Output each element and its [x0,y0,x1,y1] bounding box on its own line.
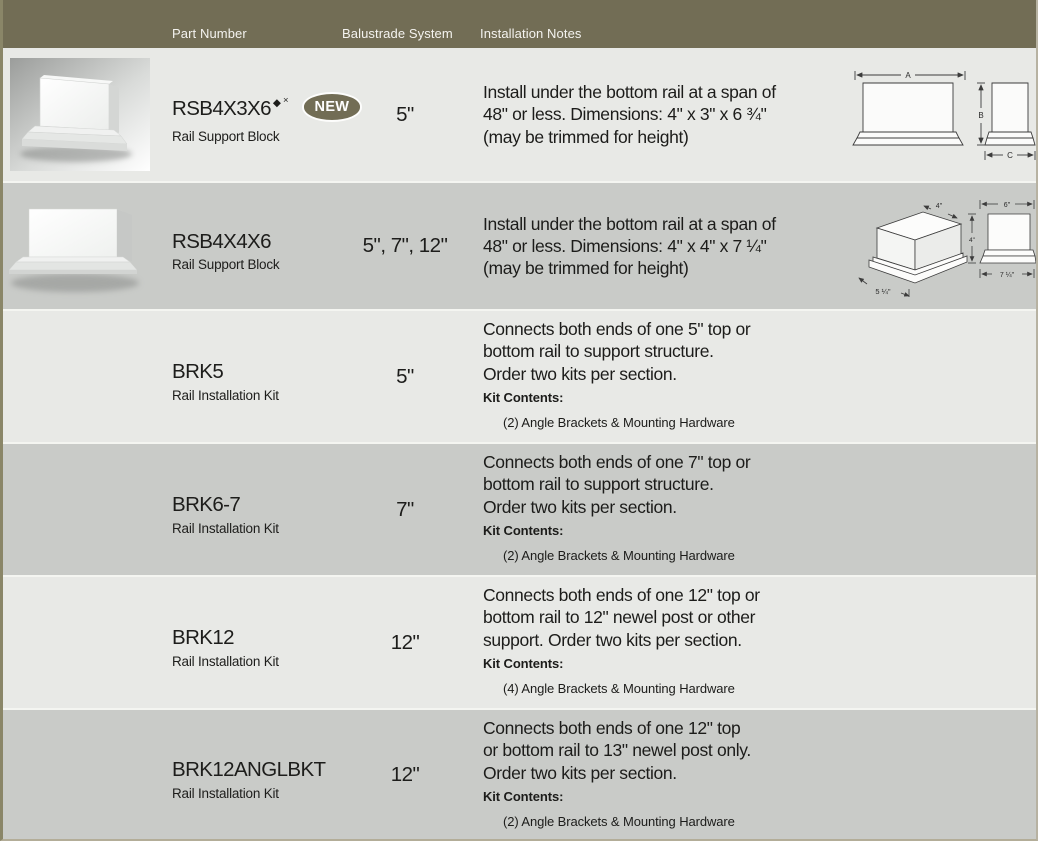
table-row-rsb4x3x6 [3,48,1036,181]
rail-support-block-photo [5,193,160,301]
installation-notes [483,577,847,708]
part-cell [172,311,344,442]
part-cell [172,48,350,181]
balustrade-system-value: 7" [396,497,414,521]
installation-notes [483,444,847,575]
installation-notes [483,710,847,839]
part-description: Rail Installation Kit [172,520,279,536]
balustrade-system-value: 5" [396,102,414,126]
product-photo-rsb4x4x6 [5,193,160,306]
column-header-balustrade-system: Balustrade System [342,26,453,41]
part-number: BRK12ANGLBKT [172,758,326,782]
part-cell [172,183,344,309]
table-row-brk6-7 [3,442,1036,575]
installation-note-line: Order two kits per section. [483,496,677,517]
dim-label-c: C [1007,151,1013,160]
kit-contents-item: (2) Angle Brackets & Mounting Hardware [503,813,735,829]
footnote-diamond-icon: ◆ [272,96,281,109]
balustrade-system-value: 5" [396,364,414,388]
part-description: Rail Support Block [172,128,280,144]
table-row-brk5 [3,309,1036,442]
kit-contents-label: Kit Contents: [483,788,564,804]
dim-label-front-height: 4" [969,236,975,244]
installation-notes [483,48,847,181]
footnote-cross-icon: × [282,95,289,107]
installation-note-line: Order two kits per section. [483,762,677,783]
dimension-diagram-measurements-drawing [851,194,1036,299]
table-body [3,48,1036,839]
dimension-diagram-abc [851,48,1036,181]
installation-note-line: 48" or less. Dimensions: 4" x 4" x 7 ¼" [483,235,767,256]
installation-note-line: (may be trimmed for height) [483,258,689,279]
dim-label-iso-top: 4" [935,202,943,210]
installation-note-line: Install under the bottom rail at a span of [483,82,776,103]
installation-note-line: 48" or less. Dimensions: 4" x 3" x 6 ¾" [483,104,767,125]
dim-label-front-top: 6" [1003,201,1011,209]
installation-note-line: support. Order two kits per section. [483,629,742,650]
part-number: RSB4X4X6 [172,229,271,253]
installation-note-line: bottom rail to support structure. [483,341,714,362]
installation-note-line: Connects both ends of one 5" top or [483,319,751,339]
installation-note-line: (may be trimmed for height) [483,126,689,147]
installation-note-line: Order two kits per section. [483,363,677,384]
kit-contents-label: Kit Contents: [483,655,564,671]
dim-label-a: A [905,71,911,80]
part-description: Rail Installation Kit [172,785,279,801]
dim-label-iso-bottom: 5 ¼" [875,286,891,296]
kit-contents-item: (4) Angle Brackets & Mounting Hardware [503,680,735,696]
installation-note-line: Connects both ends of one 12" top or [483,585,760,605]
balustrade-system-value: 5", 7", 12" [362,234,448,257]
part-description: Rail Installation Kit [172,653,279,669]
installation-note-line: or bottom rail to 13" newel post only. [483,740,751,761]
kit-contents-item: (2) Angle Brackets & Mounting Hardware [503,547,735,563]
balustrade-system-value: 12" [390,630,420,654]
dim-label-b: B [978,111,984,120]
installation-note-line: Install under the bottom rail at a span of [483,213,776,234]
part-number: BRK6-7 [172,493,241,517]
kit-contents-label: Kit Contents: [483,522,564,538]
part-cell [172,710,344,839]
installation-note-line: bottom rail to 12" newel post or other [483,607,756,628]
rail-support-block-photo [10,58,150,171]
kit-contents-label: Kit Contents: [483,389,564,405]
product-photo-rsb4x3x6 [10,58,150,176]
dimension-diagram-measurements [851,183,1036,309]
part-number: RSB4X3X6 [172,96,271,120]
table-header [0,0,1038,48]
part-description: Rail Installation Kit [172,387,279,403]
installation-notes [483,183,847,309]
part-cell [172,577,344,708]
part-description: Rail Support Block [172,257,280,273]
installation-notes [483,311,847,442]
table-row-rsb4x4x6 [3,181,1036,309]
dim-label-front-bottom: 7 ¼" [999,271,1015,279]
balustrade-system-value: 12" [390,762,420,786]
new-badge: NEW [302,92,363,122]
column-header-part-number: Part Number [172,26,247,41]
kit-contents-item: (2) Angle Brackets & Mounting Hardware [503,414,735,430]
column-header-installation-notes: Installation Notes [480,26,582,41]
dimension-diagram-abc-drawing [851,67,1036,162]
part-cell [172,444,344,575]
part-number: BRK5 [172,360,224,384]
installation-note-line: bottom rail to support structure. [483,474,714,495]
table-row-brk12 [3,575,1036,708]
part-number: BRK12 [172,626,234,650]
table-row-brk12anglbkt [3,708,1036,839]
installation-note-line: Connects both ends of one 7" top or [483,452,751,472]
installation-note-line: Connects both ends of one 12" top [483,718,741,738]
